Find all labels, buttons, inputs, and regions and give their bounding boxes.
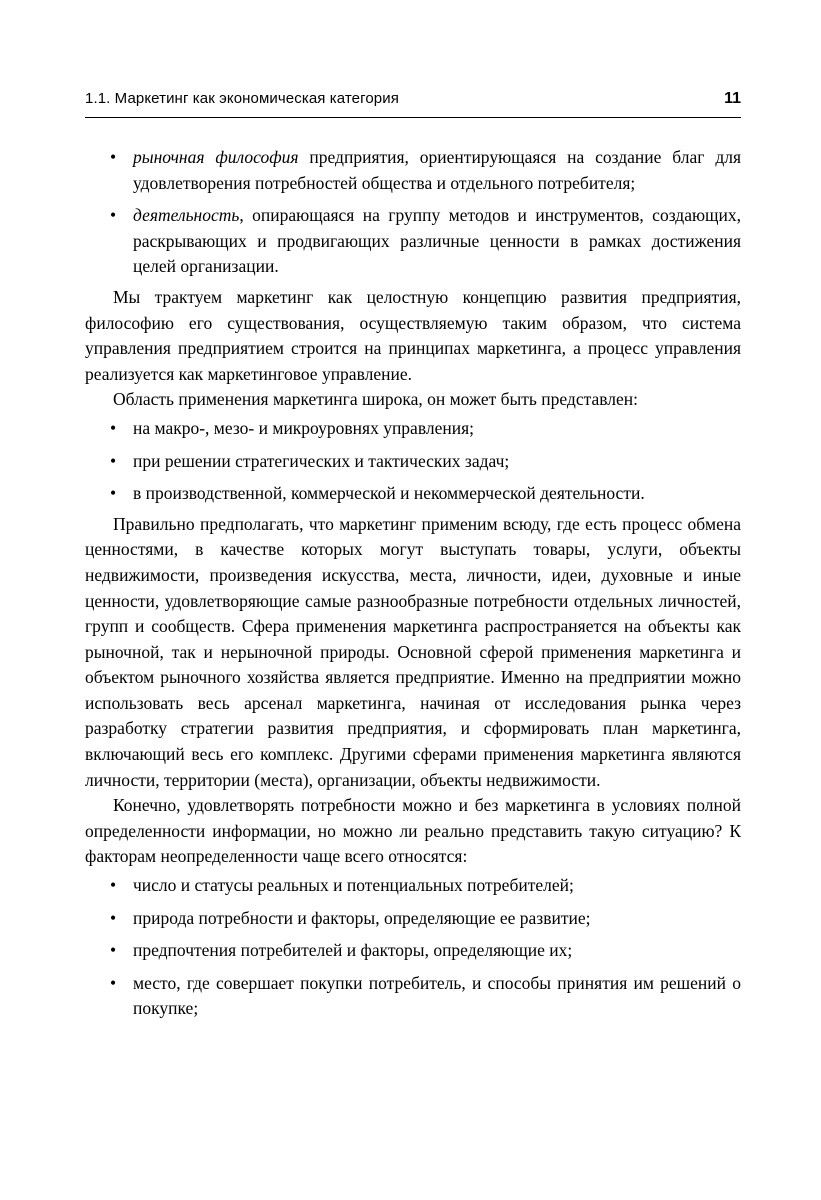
bullet-list-uncertainty-factors [85,873,741,1022]
page-number: 11 [724,90,741,107]
bullet-text: предприятия, ориентирующаяся на создание благ для удовлетворения потребностей общества и отдельного потребителя; [133,147,742,193]
section-title: 1.1. Маркетинг как экономическая категория [85,90,399,107]
list-item [85,203,741,280]
header-divider [85,117,741,118]
paragraph-application: Правильно предполагать, что маркетинг применим всюду, где есть процесс обмена ценностями, в качестве которых могут выступать товары, услуги, объекты недвижимости, произведения искусства, места, личности, идеи, духовные и иные ценности, удовлетворяющие самые разнообразные потребности отдельных личностей, групп и сообществ. Сфера применения маркетинга распространяется на объекты как рыночной, так и нерыночной природы. Основной сферой применения маркетинга и объектом рыночного хозяйства является предприятие. Именно на предприятии можно использовать весь арсенал маркетинга, начиная от исследования рынка через разработку стратегии развития предприятия, и сформировать план маркетинга, включающий весь его комплекс. Другими сферами применения маркетинга являются личности, территории (места), организации, объекты недвижимости. [85,513,741,790]
running-header [85,90,741,117]
list-item: • число и статусы реальных и потенциальных потребителей; [85,873,741,899]
list-item: • природа потребности и факторы, определяющие ее развитие; [85,906,741,932]
list-item: • на макро-, мезо- и микроуровнях управления; [85,416,741,442]
bullet-text: , опирающаяся на группу методов и инструментов, создающих, раскрывающих и продвигающих различные ценности в рамках достижения целей организации. [133,205,741,277]
paragraph-uncertainty: Конечно, удовлетворять потребности можно и без маркетинга в условиях полной определенности информации, но можно ли реально представить такую ситуацию? К факторам неопределенности чаще всего относятся: [85,795,741,867]
bullet-list-definitions [85,145,741,280]
page-body [85,145,741,1022]
list-item: • место, где совершает покупки потребитель, и способы принятия им решений о покупке; [85,971,741,1022]
list-item [85,145,741,196]
bullet-lead-italic: деятельность [133,205,240,226]
paragraph-scope-intro: Область применения маркетинга широка, он может быть представлен: [113,389,638,410]
list-item: • при решении стратегических и тактических задач; [85,449,741,475]
list-item: • предпочтения потребителей и факторы, определяющие их; [85,938,741,964]
list-item: • в производственной, коммерческой и некоммерческой деятельности. [85,481,741,507]
bullet-lead-italic: рыночная философия [133,147,299,167]
bullet-list-scope [85,416,741,507]
paragraph-marketing-concept: Мы трактуем маркетинг как целостную концепцию развития предприятия, философию его существования, осуществляемую таким образом, что система управления предприятием строится на принципах маркетинга, а процесс управления реализуется как маркетинговое управление. [85,286,741,384]
